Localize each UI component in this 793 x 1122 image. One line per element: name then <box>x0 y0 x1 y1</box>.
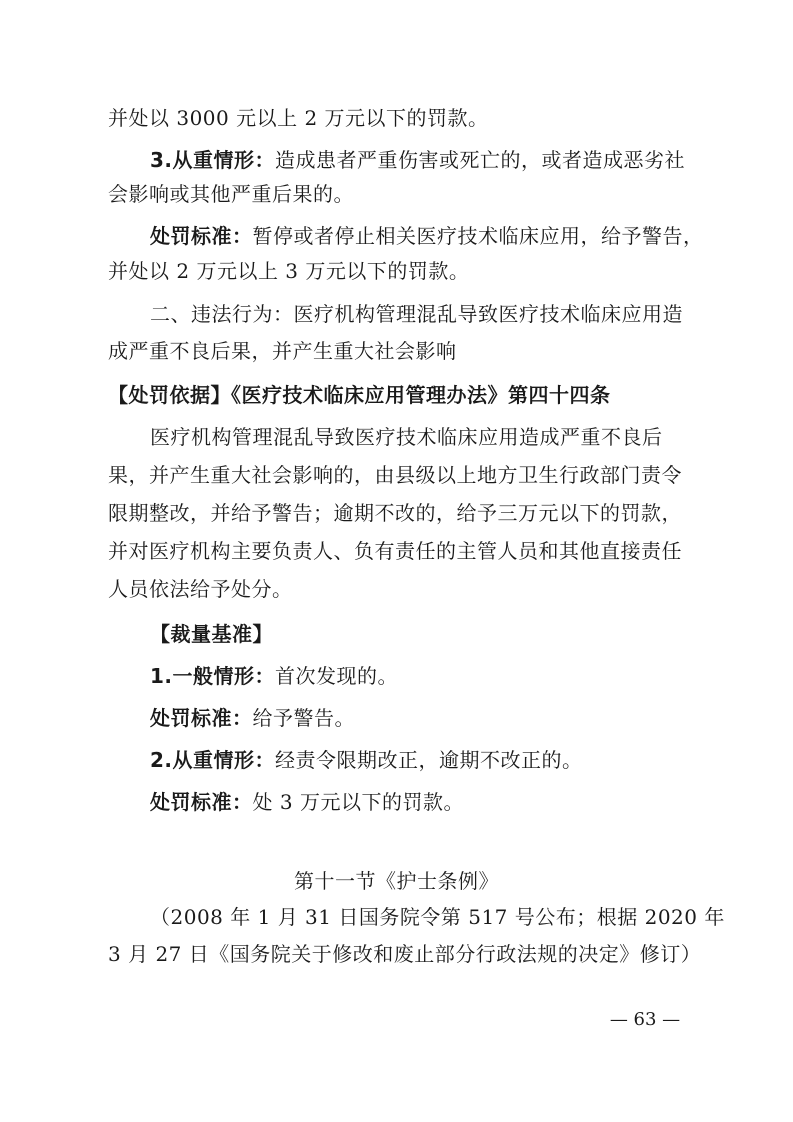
aggravated-circumstance-line <box>150 146 698 174</box>
section-title: 第十一节《护士条例》 <box>294 869 499 893</box>
regulation-note-line: 3 月 27 日《国务院关于修改和废止部分行政法规的决定》修订） <box>108 942 702 966</box>
paragraph-line: 果，并产生重大社会影响的，由县级以上地方卫生行政部门责令 <box>108 463 682 487</box>
violation-heading-line: 二、违法行为：医疗机构管理混乱导致医疗技术临床应用造 <box>150 302 683 326</box>
paragraph-line: 医疗机构管理混乱导致医疗技术临床应用造成严重不良后 <box>150 425 663 449</box>
penalty-standard-line <box>150 222 704 250</box>
paragraph-line: 并处以 3000 元以上 2 万元以下的罚款。 <box>108 106 489 130</box>
paragraph-line: 会影响或其他严重后果的。 <box>108 182 354 206</box>
aggravated-circumstance-line <box>150 746 698 774</box>
paragraph-line: 并处以 2 万元以上 3 万元以下的罚款。 <box>108 259 470 283</box>
regulation-note-line: （2008 年 1 月 31 日国务院令第 517 号公布；根据 2020 年 <box>150 905 725 929</box>
violation-heading-line: 成严重不良后果，并产生重大社会影响 <box>108 339 457 363</box>
paragraph-line: 并对医疗机构主要负责人、负有责任的主管人员和其他直接责任 <box>108 539 682 563</box>
penalty-standard-text: 给予警告。 <box>252 706 355 730</box>
aggravated-circumstance-label: 2.从重情形： <box>150 748 276 772</box>
aggravated-circumstance-label: 3.从重情形： <box>150 148 276 172</box>
general-circumstance-text: 首次发现的。 <box>275 664 399 688</box>
penalty-standard-label: 处罚标准： <box>150 224 253 248</box>
penalty-basis-heading: 【处罚依据】《医疗技术临床应用管理办法》第四十四条 <box>108 383 611 407</box>
aggravated-circumstance-text: 造成患者严重伤害或死亡的，或者造成恶劣社 <box>275 148 686 172</box>
penalty-standard-label: 处罚标准： <box>150 706 253 730</box>
discretion-standard-heading: 【裁量基准】 <box>150 622 273 646</box>
paragraph-line: 限期整改，并给予警告；逾期不改的，给予三万元以下的罚款， <box>108 501 682 525</box>
penalty-standard-text: 暂停或者停止相关医疗技术临床应用，给予警告， <box>252 224 704 248</box>
page-number: — 63 — <box>609 1009 681 1030</box>
aggravated-circumstance-text: 经责令限期改正，逾期不改正的。 <box>275 748 583 772</box>
penalty-standard-label: 处罚标准： <box>150 790 253 814</box>
paragraph-line: 人员依法给予处分。 <box>108 577 293 601</box>
penalty-standard-line <box>150 704 698 732</box>
general-circumstance-line <box>150 662 698 690</box>
general-circumstance-label: 1.一般情形： <box>150 664 276 688</box>
penalty-standard-text: 处 3 万元以下的罚款。 <box>252 790 464 814</box>
penalty-standard-line <box>150 788 698 816</box>
